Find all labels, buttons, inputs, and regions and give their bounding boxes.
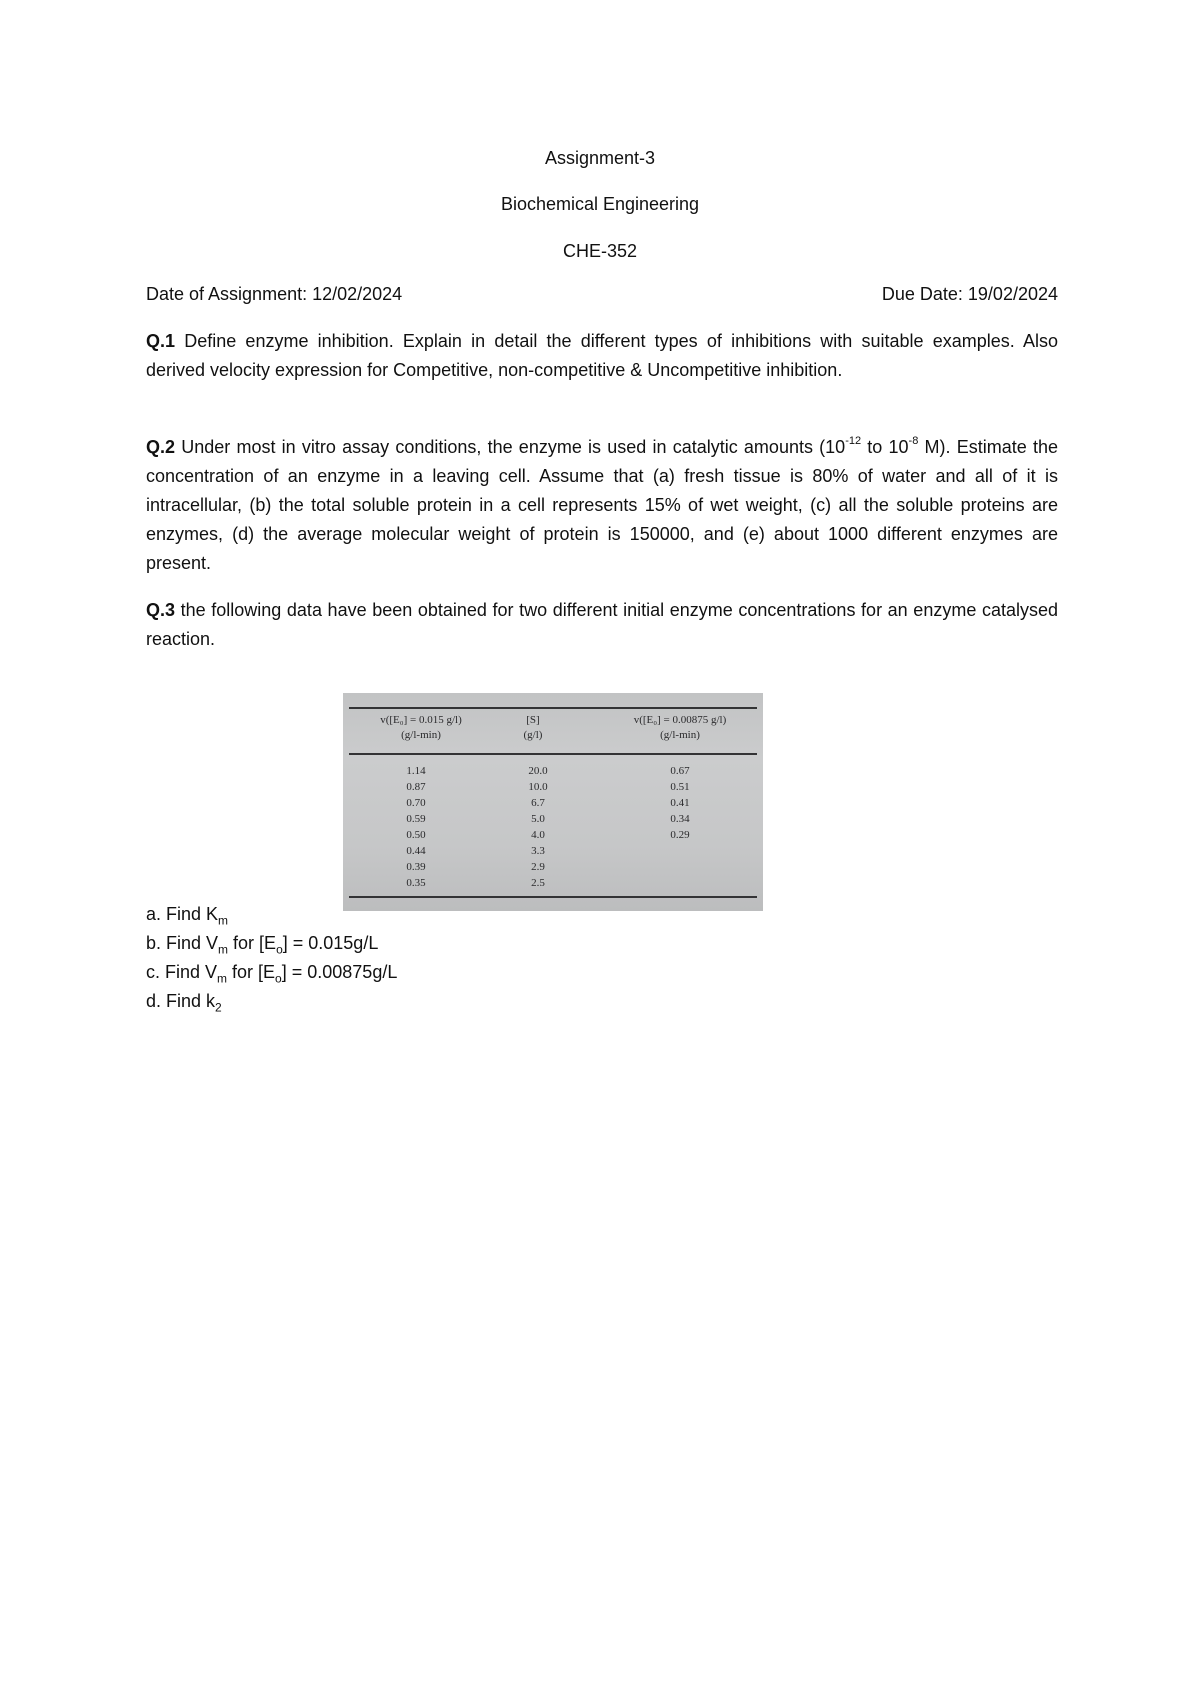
table-header-velocity-2-line1: v([E₀] = 0.00875 g/l) [633, 714, 727, 726]
table-cell: 0.44 [406, 845, 426, 857]
sub-question-b-text-2: for [E [228, 933, 277, 953]
question-2-exponent-1: -12 [845, 435, 862, 447]
question-1 [146, 327, 1058, 385]
table-cell: 5.0 [531, 813, 545, 825]
assignment-title: Assignment-3 [544, 148, 656, 168]
table-header-substrate-line2: (g/l) [523, 729, 543, 741]
table-cell: 0.39 [406, 861, 426, 873]
data-table-photo [343, 693, 763, 911]
question-1-label: Q.1 [146, 331, 176, 351]
table-column-velocity-1 [391, 763, 441, 891]
sub-question-d [146, 987, 397, 1016]
sub-question-a-text: a. Find K [146, 904, 219, 924]
question-2 [146, 433, 1058, 578]
table-cell: 0.70 [406, 797, 426, 809]
question-1-text: Define enzyme inhibition. Explain in detail the different types of inhibitions with suitable examples. Also derived velocity expression for Competitive, non-competitive & Uncompetitive inhibition. [146, 331, 1058, 380]
question-2-exponent-2: -8 [908, 435, 919, 447]
sub-question-b-text-3: ] = 0.015g/L [282, 933, 379, 953]
table-cell: 0.29 [670, 829, 690, 841]
subject-name: Biochemical Engineering [500, 194, 700, 214]
course-code: CHE-352 [562, 241, 638, 261]
question-3-label: Q.3 [146, 600, 176, 620]
sub-questions [146, 900, 397, 1016]
table-header-substrate [503, 713, 563, 743]
question-3-text: the following data have been obtained for two different initial enzyme concentrations for an enzyme catalysed reaction. [146, 600, 1058, 649]
table-cell: 10.0 [528, 781, 548, 793]
table-cell: 0.67 [670, 765, 690, 777]
table-cell: 3.3 [531, 845, 545, 857]
sub-question-c-subscript: m [217, 971, 228, 986]
table-header-velocity-1-line2: (g/l-min) [401, 729, 441, 741]
date-of-assignment: Date of Assignment: 12/02/2024 [146, 284, 403, 304]
table-cell: 0.35 [406, 877, 426, 889]
table-cell: 0.87 [406, 781, 426, 793]
table-cell: 6.7 [531, 797, 545, 809]
sub-question-b-subscript: m [218, 942, 229, 957]
sub-question-c [146, 958, 397, 987]
table-cell: 0.59 [406, 813, 426, 825]
table-cell: 1.14 [406, 765, 426, 777]
table-column-substrate [513, 763, 563, 891]
table-cell: 0.41 [670, 797, 690, 809]
table-header-velocity-2-line2: (g/l-min) [660, 729, 700, 741]
sub-question-a [146, 900, 397, 929]
sub-question-b-subscript-2: o [276, 942, 283, 957]
table-cell: 0.51 [670, 781, 690, 793]
table-header-substrate-line1: [S] [526, 714, 540, 726]
question-2-text-c: M). Estimate the concentration of an enzyme in a leaving cell. Assume that (a) fresh tissue is 80% of water and all of it is intracellular, (b) the total soluble protein in a cell represents 15% of wet weight, (c) all the soluble proteins are enzymes, (d) the average molecular weight of protein is 150000, and (e) about 1000 different enzymes are present. [146, 437, 1058, 573]
table-header-velocity-1 [351, 713, 491, 743]
table-cell: 0.50 [406, 829, 426, 841]
table-header-velocity-1-line1: v([E₀] = 0.015 g/l) [380, 714, 462, 726]
due-date: Due Date: 19/02/2024 [881, 284, 1058, 304]
question-2-text-a: Under most in vitro assay conditions, the enzyme is used in catalytic amounts (10 [175, 437, 846, 457]
table-cell: 2.5 [531, 877, 545, 889]
table-cell: 20.0 [528, 765, 548, 777]
table-top-rule [349, 707, 757, 709]
sub-question-d-subscript: 2 [215, 1000, 222, 1015]
question-3 [146, 596, 1058, 654]
sub-question-c-text-2: for [E [227, 962, 276, 982]
table-header-velocity-2 [605, 713, 755, 743]
table-cell: 4.0 [531, 829, 545, 841]
table-cell: 2.9 [531, 861, 545, 873]
sub-question-c-text: c. Find V [146, 962, 218, 982]
dates-row [146, 284, 1058, 305]
table-bottom-rule [349, 896, 757, 898]
question-2-label: Q.2 [146, 437, 176, 457]
sub-question-d-text: d. Find k [146, 991, 216, 1011]
table-column-velocity-2 [655, 763, 705, 843]
table-header-rule [349, 753, 757, 755]
sub-question-c-subscript-2: o [275, 971, 282, 986]
sub-question-c-text-3: ] = 0.00875g/L [281, 962, 398, 982]
question-2-text-b: to 10 [861, 437, 909, 457]
sub-question-b [146, 929, 397, 958]
table-cell: 0.34 [670, 813, 690, 825]
sub-question-b-text: b. Find V [146, 933, 219, 953]
sub-question-a-subscript: m [218, 913, 229, 928]
